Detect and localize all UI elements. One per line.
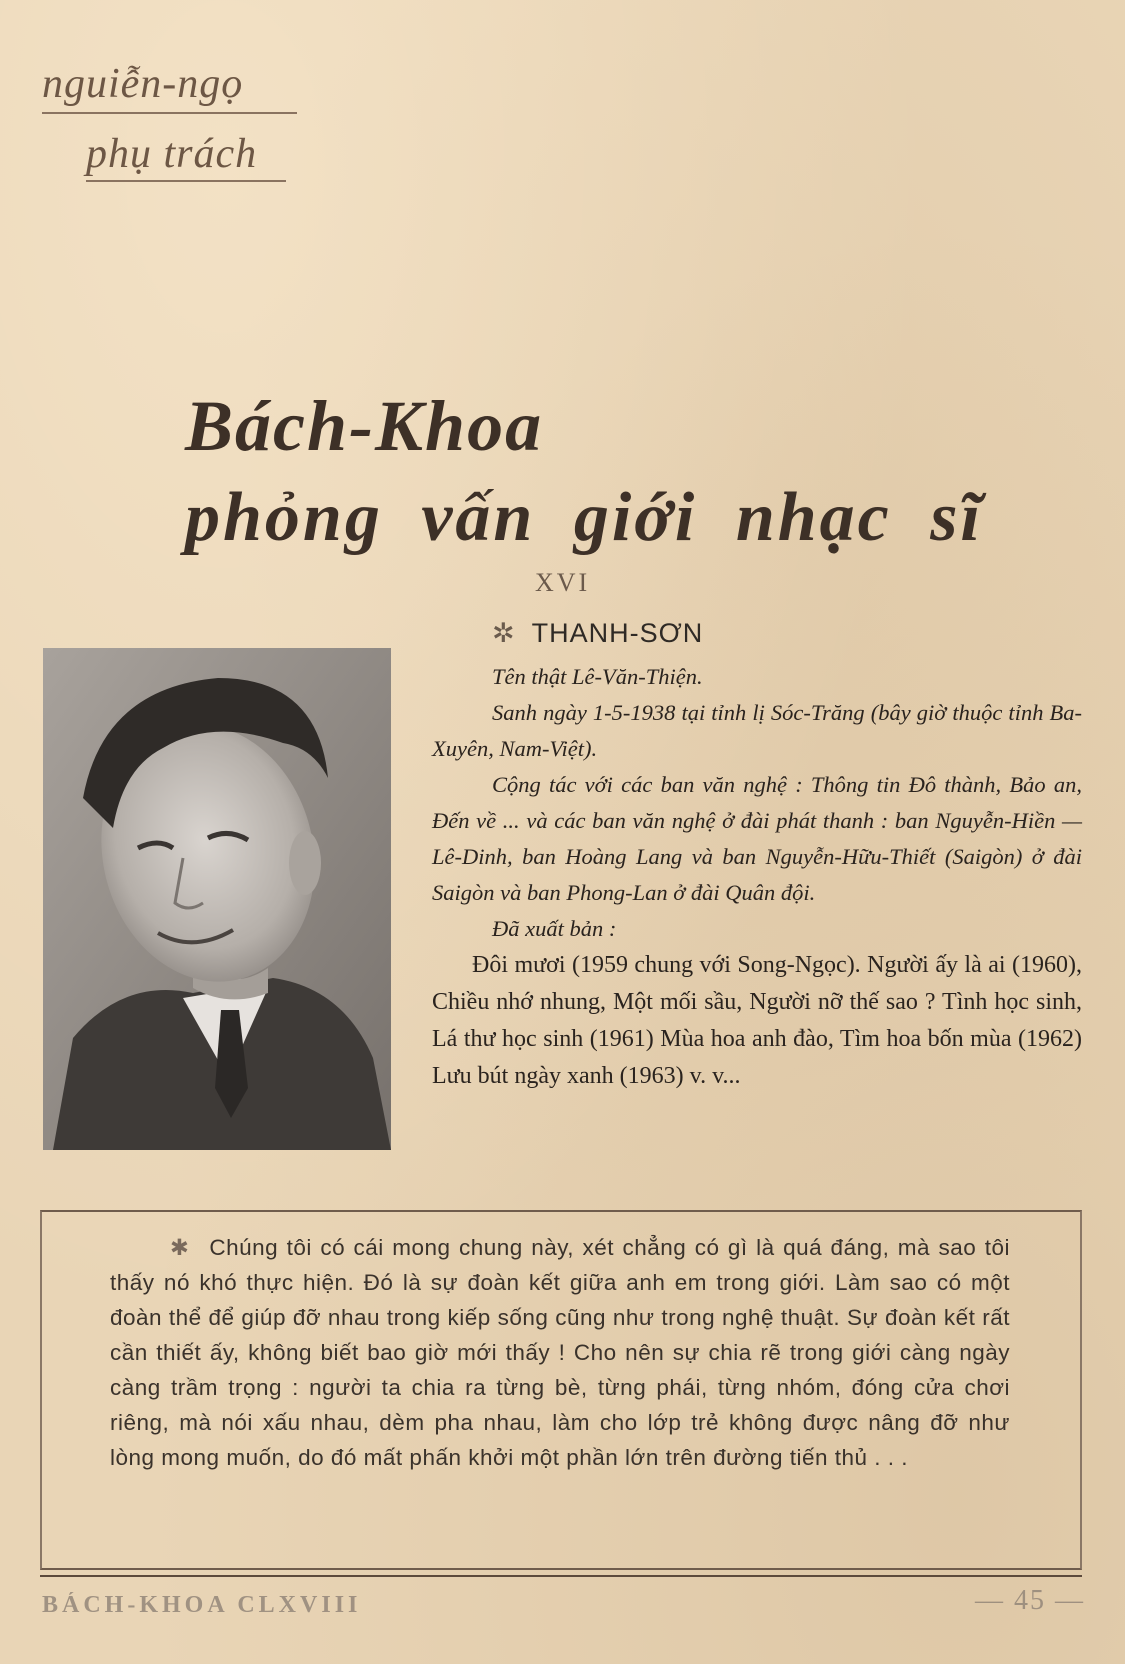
series-numeral: XVI: [535, 568, 591, 597]
bio-works: Đôi mươi (1959 chung với Song-Ngọc). Người ấy là ai (1960), Chiều nhớ nhung, Một mối sầu, Người nỡ thế sao ? Tình học sinh, Lá thư học sinh (1961) Mùa hoa anh đào, Tìm hoa bốn mùa (1962) Lưu bút ngày xanh (1963) v. v...: [432, 952, 1082, 1089]
bio-collaboration: Cộng tác với các ban văn nghệ : Thông tin Đô thành, Bảo an, Đến về ... và các ban văn nghệ ở đài phát thanh : ban Nguyễn-Hiền — Lê-Dinh, ban Hoàng Lang và ban Nguyễn-Hữu-Thiết (Saigòn) ở đài Saigòn và ban Phong-Lan ở đài Quân đội.: [432, 772, 1082, 905]
column-role: phụ trách: [86, 130, 286, 182]
musician-name-line: [492, 618, 1082, 649]
column-header: [42, 60, 302, 182]
star-icon: ✲: [492, 618, 516, 648]
title-line-1: Bách-Khoa: [185, 386, 544, 466]
page-number: — 45 —: [975, 1585, 1085, 1616]
quote-text: Chúng tôi có cái mong chung này, xét chẳng có gì là quá đáng, mà sao tôi thấy nó khó thực hiện. Đó là sự đoàn kết giữa anh em trong giới. Làm sao có một đoàn thể để giúp đỡ nhau trong kiếp sống cũng như trong nghệ thuật. Sự đoàn kết rất cần thiết ấy, không biết bao giờ mới thấy ! Cho nên sự chia rẽ trong giới càng ngày càng trầm trọng : người ta chia ra từng bè, từng phái, từng nhóm, đóng cửa chơi riêng, mà nói xấu nhau, dèm pha nhau, làm cho lớp trẻ không được nâng đỡ như lòng mong muốn, do đó mất phấn khởi một phần lớn trên đường tiến thủ . . .: [110, 1235, 1010, 1470]
bio-published-label: Đã xuất bản :: [492, 916, 617, 941]
quote-paragraph: [110, 1230, 1010, 1475]
quote-box: [40, 1210, 1082, 1570]
footer-magazine-issue: BÁCH-KHOA CLXVIII: [42, 1592, 362, 1618]
portrait-photo: [43, 648, 391, 1150]
bio-birth: Sanh ngày 1-5-1938 tại tỉnh lị Sóc-Trăng (bây giờ thuộc tỉnh Ba-Xuyên, Nam-Việt).: [432, 700, 1082, 761]
musician-name: THANH-SƠN: [531, 618, 704, 648]
title-line-2: phỏng vấn giới nhạc sĩ: [185, 479, 983, 556]
biography: [432, 618, 1082, 1095]
footer-rule: [40, 1575, 1082, 1577]
portrait-illustration: [43, 648, 391, 1150]
bio-real-name: Tên thật Lê-Văn-Thiện.: [492, 664, 703, 689]
column-author: nguiễn-ngọ: [42, 60, 297, 114]
bullet-icon: ✱: [170, 1235, 190, 1260]
